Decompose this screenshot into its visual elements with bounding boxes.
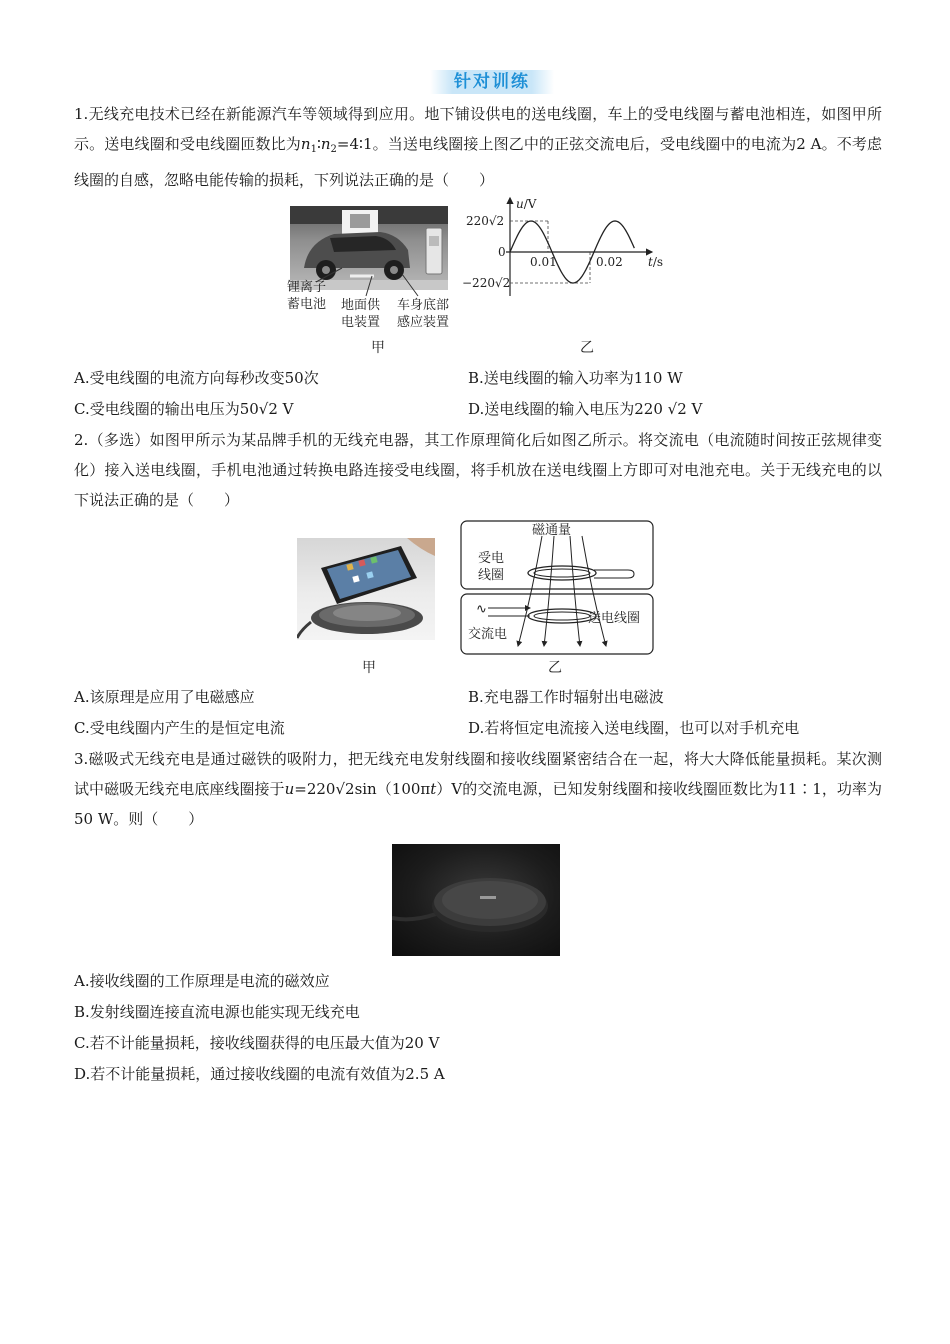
q1-option-b[interactable]: B.送电线圈的输入功率为110 W [468, 369, 683, 387]
figure-1-caption-right: 乙 [580, 340, 594, 356]
q2-option-b[interactable]: B.充电器工作时辐射出电磁波 [468, 688, 664, 706]
u-symbol: u [284, 780, 295, 798]
ytick-zero: 0 [498, 245, 506, 259]
xtick-001: 0.01 [530, 255, 557, 269]
voltage-expression-a: =220√2sin（100π [294, 780, 431, 798]
coil-diagram [458, 518, 658, 658]
phone-charger-photo [297, 538, 435, 640]
label-bottom-line1: 车身底部 [397, 298, 450, 313]
label-ground-line2: 电装置 [341, 315, 381, 330]
flux-line-4 [582, 536, 606, 646]
section-heading [430, 70, 554, 94]
question-1-stem [74, 99, 882, 195]
question-1-stem-part-b: =4∶1。当送电线圈接上图乙中的正弦交流电后，受电线圈中的电流为2 A。不考虑线圈的自感，忽略电能传输的损耗，下列说法正确的是（ ） [74, 135, 882, 189]
receiver-coil [528, 566, 596, 580]
flux-line-1 [518, 536, 542, 646]
ytick-bottom: −220√2 [462, 276, 511, 290]
flux-line-3 [570, 536, 580, 646]
question-2-stem: 2.（多选）如图甲所示为某品牌手机的无线充电器，其工作原理简化后如图乙所示。将交流电（电流随时间按正弦规律变化）接入送电线圈，手机电池通过转换电路连接受电线圈，将手机放在送电线圈上方即可对电池充电。关于无线充电的以下说法正确的是（ ） [74, 431, 882, 509]
q3-option-c[interactable]: C.若不计能量损耗，接收线圈获得的电压最大值为20 V [74, 1034, 440, 1052]
figure-1-caption-left: 甲 [371, 340, 385, 356]
q3-option-b[interactable]: B.发射线圈连接直流电源也能实现无线充电 [74, 1003, 360, 1021]
question-1-stem-part-a: 1.无线充电技术已经在新能源汽车等领域得到应用。地下铺设供电的送电线圈，车上的受电线圈与蓄电池相连，如图甲所示。送电线圈和受电线圈匝数比为 [74, 105, 882, 153]
label-sender: 送电线圈 [588, 611, 641, 626]
label-battery-line1: 锂离子 [287, 280, 327, 295]
ytick-top: 220√2 [466, 214, 505, 228]
question-3-stem [74, 744, 882, 834]
magnetic-charger-photo [392, 844, 560, 956]
xtick-002: 0.02 [596, 255, 623, 269]
label-receiver-line2: 线圈 [478, 568, 505, 583]
q2-option-c[interactable]: C.受电线圈内产生的是恒定电流 [74, 719, 285, 737]
q2-option-a[interactable]: A.该原理是应用了电磁感应 [74, 688, 255, 706]
question-3-stem-part-b: 的交流电源，已知发射线圈和接收线圈匝数比为11∶1，功率为50 W。则（ ） [74, 780, 882, 828]
label-receiver-line1: 受电 [478, 551, 505, 566]
section-heading-text: 针对训练 [454, 72, 530, 92]
q1-option-a[interactable]: A.受电线圈的电流方向每秒改变50次 [74, 369, 319, 387]
n2-symbol: n [320, 135, 331, 153]
figure-2-caption-left: 甲 [362, 660, 376, 676]
sender-coil [528, 609, 596, 623]
question-3-stem-part-a: 3.磁吸式无线充电是通过磁铁的吸附力，把无线充电发射线圈和接收线圈紧密结合在一起，将大大降低能量损耗。某次测试中磁吸无线充电底座线圈接于 [74, 750, 882, 798]
flux-line-2 [544, 536, 554, 646]
n2-subscript: 2 [330, 144, 337, 155]
q3-option-a[interactable]: A.接收线圈的工作原理是电流的磁效应 [74, 972, 330, 990]
ratio-colon: ∶ [316, 135, 321, 153]
figure-2-caption-right: 乙 [548, 660, 562, 676]
n1-subscript: 1 [310, 144, 317, 155]
label-ground-line1: 地面供 [341, 298, 381, 313]
q1-option-d[interactable]: D.送电线圈的输入电压为220 √2 V [468, 400, 703, 418]
q1-option-c[interactable]: C.受电线圈的输出电压为50√2 V [74, 400, 294, 418]
label-flux: 磁通量 [532, 523, 572, 538]
label-bottom-line2: 感应装置 [397, 315, 450, 330]
q2-option-d[interactable]: D.若将恒定电流接入送电线圈，也可以对手机充电 [468, 719, 800, 737]
q3-option-d[interactable]: D.若不计能量损耗，通过接收线圈的电流有效值为2.5 A [74, 1065, 445, 1083]
t-symbol: t [430, 780, 437, 798]
x-axis-label: t/s [648, 255, 664, 269]
y-axis-label: u/V [516, 197, 537, 211]
voltage-expression-b: ）V [436, 780, 463, 798]
ac-symbol: ∿ [476, 602, 487, 617]
label-ac: 交流电 [468, 627, 508, 642]
n1-symbol: n [300, 135, 311, 153]
sine-voltage-graph [462, 192, 672, 302]
label-battery-line2: 蓄电池 [287, 297, 327, 312]
